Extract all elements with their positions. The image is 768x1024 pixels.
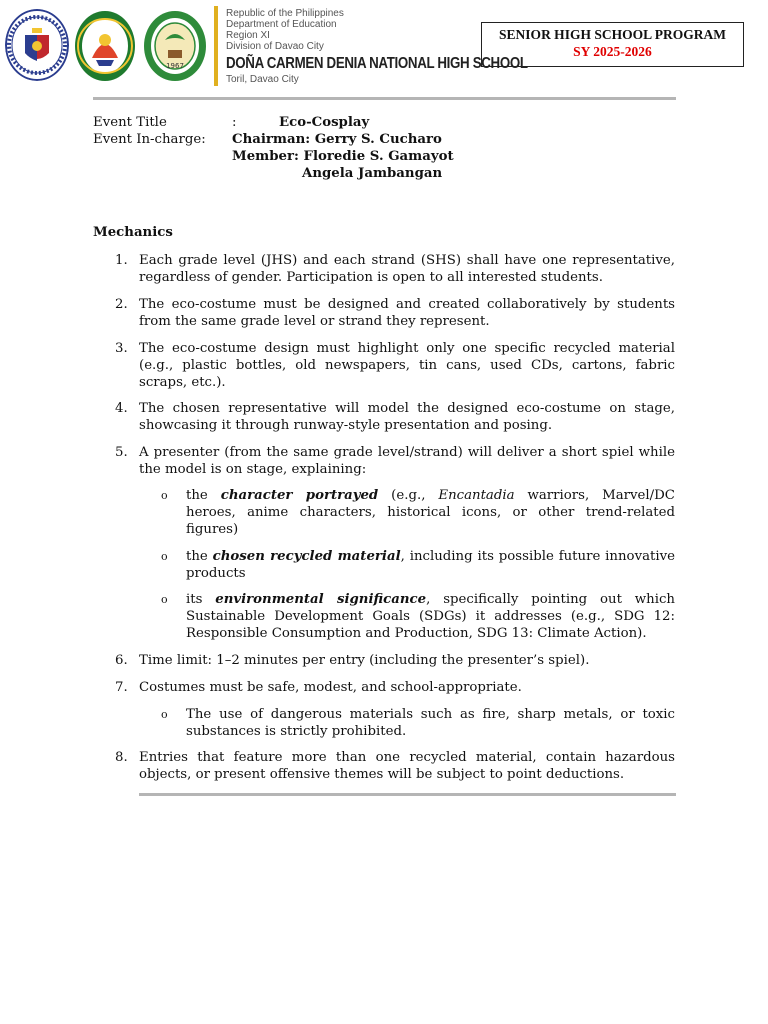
sub-emphasis: environmental significance — [215, 592, 427, 607]
sub-mid: (e.g., — [378, 488, 439, 503]
event-chairman: Chairman: Gerry S. Cucharo — [232, 132, 442, 147]
school-year: SY 2025-2026 — [573, 44, 652, 59]
event-title-label: Event Title — [93, 115, 167, 130]
program-title: SENIOR HIGH SCHOOL PROGRAM — [499, 27, 726, 42]
item-text: Each grade level (JHS) and each strand (SHS) shall have one representative, regardless of gender. Participation is open to all interested students. — [139, 253, 675, 285]
event-member-2: Angela Jambangan — [302, 166, 443, 181]
top-divider — [93, 97, 676, 100]
event-title-value: Eco-Cosplay — [279, 115, 370, 130]
item-text: Costumes must be safe, modest, and school-appropriate. — [139, 680, 522, 695]
school-seal — [143, 10, 207, 82]
sub-bullet-text: The use of dangerous materials such as fire, sharp metals, or toxic substances is strictly prohibited. — [186, 707, 675, 739]
item-number: 7. — [115, 680, 128, 695]
sub-post: , specifically pointing out which Sustainable Development Goals (SDGs) it addresses (e.g., SDG 12: Responsible Consumption and Production, SDG 13: Climate Action). — [186, 592, 675, 641]
bullet-marker: o — [161, 489, 168, 502]
letterhead-line-4: Division of Davao City — [226, 41, 324, 52]
sub-pre: its — [186, 592, 216, 607]
item-number: 1. — [115, 253, 128, 268]
event-member: Member: Floredie S. Gamayot — [232, 149, 454, 164]
sub-bullet-text — [186, 487, 675, 538]
sub-post: warriors, Marvel/DC heroes, anime characters, historical icons, or other trend-related figures) — [186, 488, 675, 537]
sub-bullet-text — [186, 548, 675, 582]
davao-division-seal — [74, 10, 136, 82]
mechanics-heading: Mechanics — [93, 225, 173, 240]
item-text: Entries that feature more than one recycled material, contain hazardous objects, or present offensive themes will be subject to point deductions. — [139, 750, 675, 782]
item-number: 3. — [115, 341, 128, 356]
sub-emphasis: chosen recycled material — [212, 549, 401, 564]
item-text: The eco-costume must be designed and created collaboratively by students from the same grade level or strand they represent. — [139, 297, 675, 329]
item-text: The chosen representative will model the designed eco-costume on stage, showcasing it through runway-style presentation and posing. — [139, 401, 675, 433]
bullet-marker: o — [161, 593, 168, 606]
letterhead-line-1: Republic of the Philippines — [226, 8, 344, 19]
sub-italic: Encantadia — [438, 488, 515, 503]
sub-pre: the — [186, 488, 221, 503]
sub-bullet-text — [186, 591, 675, 642]
letterhead-line-3: Region XI — [226, 30, 270, 41]
school-address: Toril, Davao City — [226, 74, 299, 85]
item-number: 5. — [115, 445, 128, 460]
sub-emphasis: character portrayed — [220, 488, 379, 503]
bullet-marker: o — [161, 550, 168, 563]
item-text: A presenter (from the same grade level/strand) will deliver a short spiel while the model is on stage, explaining: — [139, 445, 675, 477]
item-text: The eco-costume design must highlight only one specific recycled material (e.g., plastic bottles, old newspapers, tin cans, used CDs, cartons, fabric scraps, etc.). — [139, 341, 675, 390]
event-title-colon: : — [232, 115, 237, 130]
bottom-divider — [139, 793, 676, 796]
program-box — [481, 22, 744, 67]
event-incharge-label: Event In-charge: — [93, 132, 206, 147]
deped-seal — [5, 9, 69, 81]
sub-post: , including its possible future innovative products — [186, 549, 675, 581]
letterhead-line-2: Department of Education — [226, 19, 337, 30]
letterhead-divider — [214, 6, 218, 86]
letterhead — [226, 8, 528, 86]
bullet-marker: o — [161, 708, 168, 721]
sub-pre: the — [186, 549, 213, 564]
school-seal-year: 1967 — [166, 62, 184, 70]
item-number: 2. — [115, 297, 128, 312]
item-number: 4. — [115, 401, 128, 416]
item-text: Time limit: 1–2 minutes per entry (including the presenter’s spiel). — [139, 653, 590, 668]
item-number: 8. — [115, 750, 128, 765]
school-name: DOÑA CARMEN DENIA NATIONAL HIGH SCHOOL — [226, 55, 528, 72]
item-number: 6. — [115, 653, 128, 668]
